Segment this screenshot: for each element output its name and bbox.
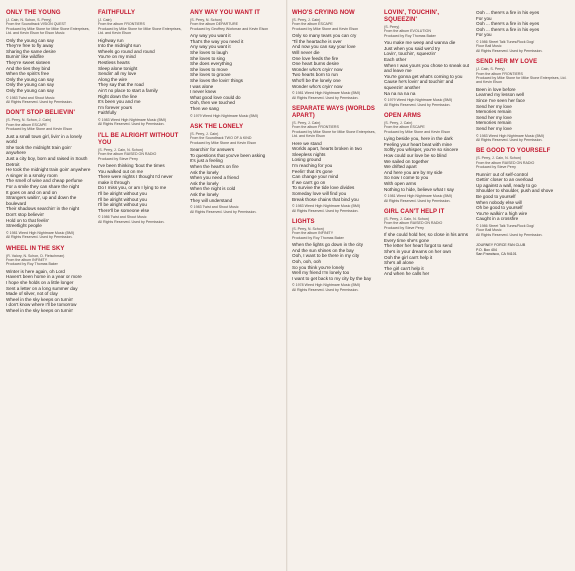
song-copyright: © 1983 Weed High Nightmare Music (BMI) All Rights Reserved. Used by Permission. (98, 117, 167, 127)
song-lights (292, 219, 378, 292)
song-credits: (J. Cain, S. Perry) From the album FRONTIERS Produced by Mike Stone for Mike Stone Enterprises, Ltd. and Kevin Elson (476, 67, 567, 85)
song-copyright: © 1981 Weed High Nightmare Music (BMI) All Rights Reserved. Used by Permission. (292, 91, 361, 100)
song-lyrics: Lying beside you, here in the dark Feeling your heart beat with mine Softly you whisper, you're so sincere How could our love be so blind We sailed on together We drifted apart And here you are by my side So now I come to you With open arms Nothing to hide, believe what I say (384, 136, 459, 192)
song-title: ONLY THE YOUNG (6, 10, 61, 16)
song-open-arms (384, 113, 470, 203)
column-3 (190, 10, 276, 220)
song-ill-be-alright-without-you (98, 133, 184, 224)
song-any-way-you-want-it (190, 10, 276, 118)
song-be-good-to-yourself (476, 148, 570, 237)
song-copyright: © 1983 Twist and Shout Music All Rights Reserved. Used by Permission. (6, 95, 73, 104)
column-2 (98, 10, 184, 230)
song-credits: (R. Valory, N. Schon, D. Fleischman) From the album INFINITY Produced by Roy Thomas Baker (6, 253, 65, 267)
song-credits: (S. Perry, J. Cain, N. Schon) From the album RAISED ON RADIO Produced by Steve Perry (384, 216, 443, 230)
song-copyright: © 1983 Weed High Nightmare Music (BMI) All Rights Reserved. Used by Permission. (292, 204, 361, 213)
song-title: ASK THE LONELY (190, 123, 244, 130)
song-title: LOVIN', TOUCHIN', SQUEEZIN' (384, 10, 440, 23)
song-whos-crying-now (292, 10, 378, 100)
song-faithfully (98, 10, 184, 127)
fan-club-address: JOURNEY FORCE FAN CLUB P.O. Box 404 San Francisco, CA 94101 (476, 243, 526, 256)
song-send-her-my-love (476, 59, 570, 142)
song-credits: (J. Cain, N. Schon, S. Perry) From the Soundtrack VISION QUEST Produced by Mike Stone for Mike Stone Enterprises, Ltd. and Kevin Elson for Elson Music (6, 18, 90, 36)
song-copyright: © 1983 Twist and Shout Music All Rights Reserved. Used by Permission. (190, 205, 257, 214)
song-copyright: © 1981 Weed High Nightmare Music (BMI) All Rights Reserved. Used by Permission. (6, 230, 75, 240)
song-lyrics: Just a small town girl, livin' in a lonely world She took the midnight train goin' anywhere Just a city boy, born and raised in South Detroit He took the midnight train goin' anywhere A singer in a smoky room The smell of wine and cheap perfume For a smile they can share the night It goes on and on and on Strangers waitin', up and down the boulevard Their shadows searchin' in the night Don't stop believin' Hold on to that feelin' Streetlight people (6, 133, 91, 229)
song-title: WHO'S CRYING NOW (292, 10, 355, 16)
song-lyrics: Here we stand Worlds apart, hearts broken in two Sleepless nights Losing ground I'm reaching for you Feelin' that it's gone Can change your mind If we can't go on To survive the tide love divides Someday love will find you Break those chains that bind you (292, 140, 362, 202)
column-1 (6, 10, 92, 319)
song-credits: (S. Perry, N. Schon, J. Cain) From the album ESCAPE Produced by Mike Stone and Kevin Elson (6, 118, 73, 132)
song-credits: (S. Perry, N. Schon) From the album INFINITY Produced by Roy Thomas Baker (292, 226, 344, 240)
song-credits: (S. Perry, J. Cain) From the Soundtrack TWO OF A KIND Produced by Mike Stone and Kevin Elson (190, 131, 257, 145)
song-credits: (S. Perry, J. Cain) From the album ESCAPE Produced by Mike Stone and Kevin Elson (384, 120, 451, 134)
song-title: LIGHTS (292, 218, 315, 225)
song-copyright: © 1986 Street Talk Tunes/Rock Dog/ Floor Ball Music All Rights Reserved. Used by Permission. (476, 223, 543, 237)
song-fire-in-his-eyes-continued (476, 10, 570, 53)
song-lyrics: If she could hold her, so close in his arms Every time she's gone The letter her heart forgot to send She's in your dreams on her own Ooh the girl can't help it She's all alone The girl can't help it And when he calls her (384, 232, 469, 277)
song-credits: (S. Perry, N. Schon) From the album DEPARTURE Produced by Geoffrey Workman and Kevin Elson (190, 18, 269, 31)
column-6 (476, 10, 570, 256)
song-only-the-young (6, 10, 92, 104)
song-title: DON'T STOP BELIEVIN' (6, 110, 75, 117)
song-separate-ways (292, 106, 378, 213)
song-copyright: © 1978 Weed High Nightmare Music (BMI) All Rights Reserved. Used by Permission. (292, 283, 361, 292)
song-dont-stop-believin (6, 110, 92, 239)
song-title: GIRL CAN'T HELP IT (384, 208, 445, 215)
song-title: WHEEL IN THE SKY (6, 245, 65, 252)
song-lyrics: Highway run Into the midnight sun Wheels go round and round You're on my mind Restless hearts Sleep alone tonight Sendin' all my love Along the wire They say that the road Ain't no place to start a family Right down the line It's been you and me I'm forever yours Faithfully (98, 37, 158, 116)
song-credits: (S. Perry, J. Cain) From the album FRONTIERS Produced by Mike Stone for Mike Stone Enterprises, Ltd. and Kevin Elson (292, 120, 376, 139)
song-copyright: © 1979 Weed High Nightmare Music (BMI) (190, 113, 259, 118)
song-copyright: © 1979 Weed High Nightmare Music (BMI) All Rights Reserved. Used by Permission. (384, 98, 453, 107)
song-copyright: © 1986 Twist and Shout Music All Rights Reserved. Used by Permission. (98, 215, 165, 224)
song-wheel-in-the-sky (6, 246, 92, 314)
song-title: ANY WAY YOU WANT IT (190, 10, 261, 16)
song-title: SEND HER MY LOVE (476, 59, 538, 66)
song-lyrics: Ooh ... there's a fire in his eyes For you Ooh ... there's a fire in his eyes Ooh ... there's a fire in his eyes For you (476, 10, 540, 38)
song-lyrics: When the lights go down in the city And the sun shines on the bay Ooh, I want to be there in my city Ooh, ooh, ooh So you think you're lonely Well my friend I'm lonely too I want to get back to my city by the bay (292, 242, 372, 281)
song-copyright: © 1986 Street Talk Tunes/Rock Dog/ Floor Ball Music All Rights Reserved. Used by Permission. (476, 39, 543, 53)
song-title: OPEN ARMS (384, 112, 422, 119)
song-lyrics: Searchin' for answers To questions that you've been asking It's just a feeling When the heart's on fire Ask the lonely When you need a friend Ask the lonely When the night is cold Ask the lonely They will understand (190, 147, 266, 203)
song-credits: (J. Cain) From the album FRONTIERS Produced by Mike Stone for Mike Stone Enterprises, Ltd. and Kevin Elson (98, 18, 182, 36)
song-copyright: © 1983 Weed High Nightmare Music (BMI) All Rights Reserved. Used by Permission. (476, 133, 545, 142)
column-5 (384, 10, 470, 283)
column-4 (292, 10, 378, 298)
song-title: BE GOOD TO YOURSELF (476, 148, 551, 155)
song-lyrics: Winter is here again, oh Lord Haven't been home in a year or more I hope she holds on a little longer Sent a letter on a long summer day Made of silver, not of clay Wheel in the sky keeps on turnin' I don't know where I'll be tomorrow Wheel in the sky keeps on turnin' (6, 268, 82, 313)
song-credits: (S. Perry, J. Cain) From the album ESCAPE Produced by Mike Stone and Kevin Elson (292, 18, 359, 31)
song-credits: (S. Perry, J. Cain, N. Schon) From the album RAISED ON RADIO Produced by Steve Perry (98, 147, 157, 161)
song-title: I'LL BE ALRIGHT WITHOUT YOU (98, 132, 179, 146)
song-girl-cant-help-it (384, 209, 470, 277)
song-copyright: © 1981 Weed High Nightmare Music (BMI) All Rights Reserved. Used by Permission. (384, 194, 453, 203)
page-fold (286, 0, 288, 571)
song-lyrics: Been in love before Learned my lesson well Since I've seen her face Send her my love Memories remain Send her my love Memories remain Send her my love (476, 86, 525, 131)
song-lyrics: You make me weep and wanna die Just when you said we'd try Lovin', touchin', squeezin' Each other When I was yours you chose to sneak out and leave me You're gonna get what's coming to you Cause he's lovin' and touchin' and squeezin' another Na na na na na (384, 40, 470, 96)
song-lovin-touchin-squeezin (384, 10, 470, 107)
song-lyrics: Only the young can say They're free to fly away Sharing the same desire Burnin' like wildfire They're sweet sixteen And the ties they bind When the spirit's free Only the young can say Only the young can say Only the young can say (6, 37, 56, 93)
song-credits: (S. Perry) From the album EVOLUTION Produced by Roy Thomas Baker (384, 25, 436, 38)
song-title: FAITHFULLY (98, 10, 136, 16)
song-lyrics: Runnin' out of self-control Gettin' closer to an overload Up against a wall, ready to go Shoulder to shoulder, push and shove Be good to yourself When nobody else will Oh be good to yourself You're walkin' a high wire Caught in a crossfire (476, 171, 554, 222)
song-lyrics: Any way you want it That's the way you need it Any way you want it She loves to laugh She loves to sing She does everything She loves to move She loves to groove She loves the lovin' things I was alone I never knew What good love could do Ooh, then we touched Then we sang (190, 33, 244, 111)
song-title: SEPARATE WAYS (WORLDS APART) (292, 105, 375, 119)
song-ask-the-lonely (190, 124, 276, 214)
song-lyrics: Only so many tears you can cry 'Til the heartache is over And now you can say your love Will never die One love feeds the fire One heart burns desire Wonder who's cryin' now Two hearts born to run Who'll be the lonely one Wonder who's cryin' now (292, 33, 357, 89)
song-lyrics: I've been thinking 'bout the times You walked out on me There were nights I thought I'd never make it through Do I miss you, or am I lying to me I'll be alright without you I'll be alright without you I'll be alright without you There'll be someone else (98, 162, 173, 213)
song-credits: (S. Perry, J. Cain, N. Schon) From the album RAISED ON RADIO Produced by Steve Perry (476, 156, 535, 170)
